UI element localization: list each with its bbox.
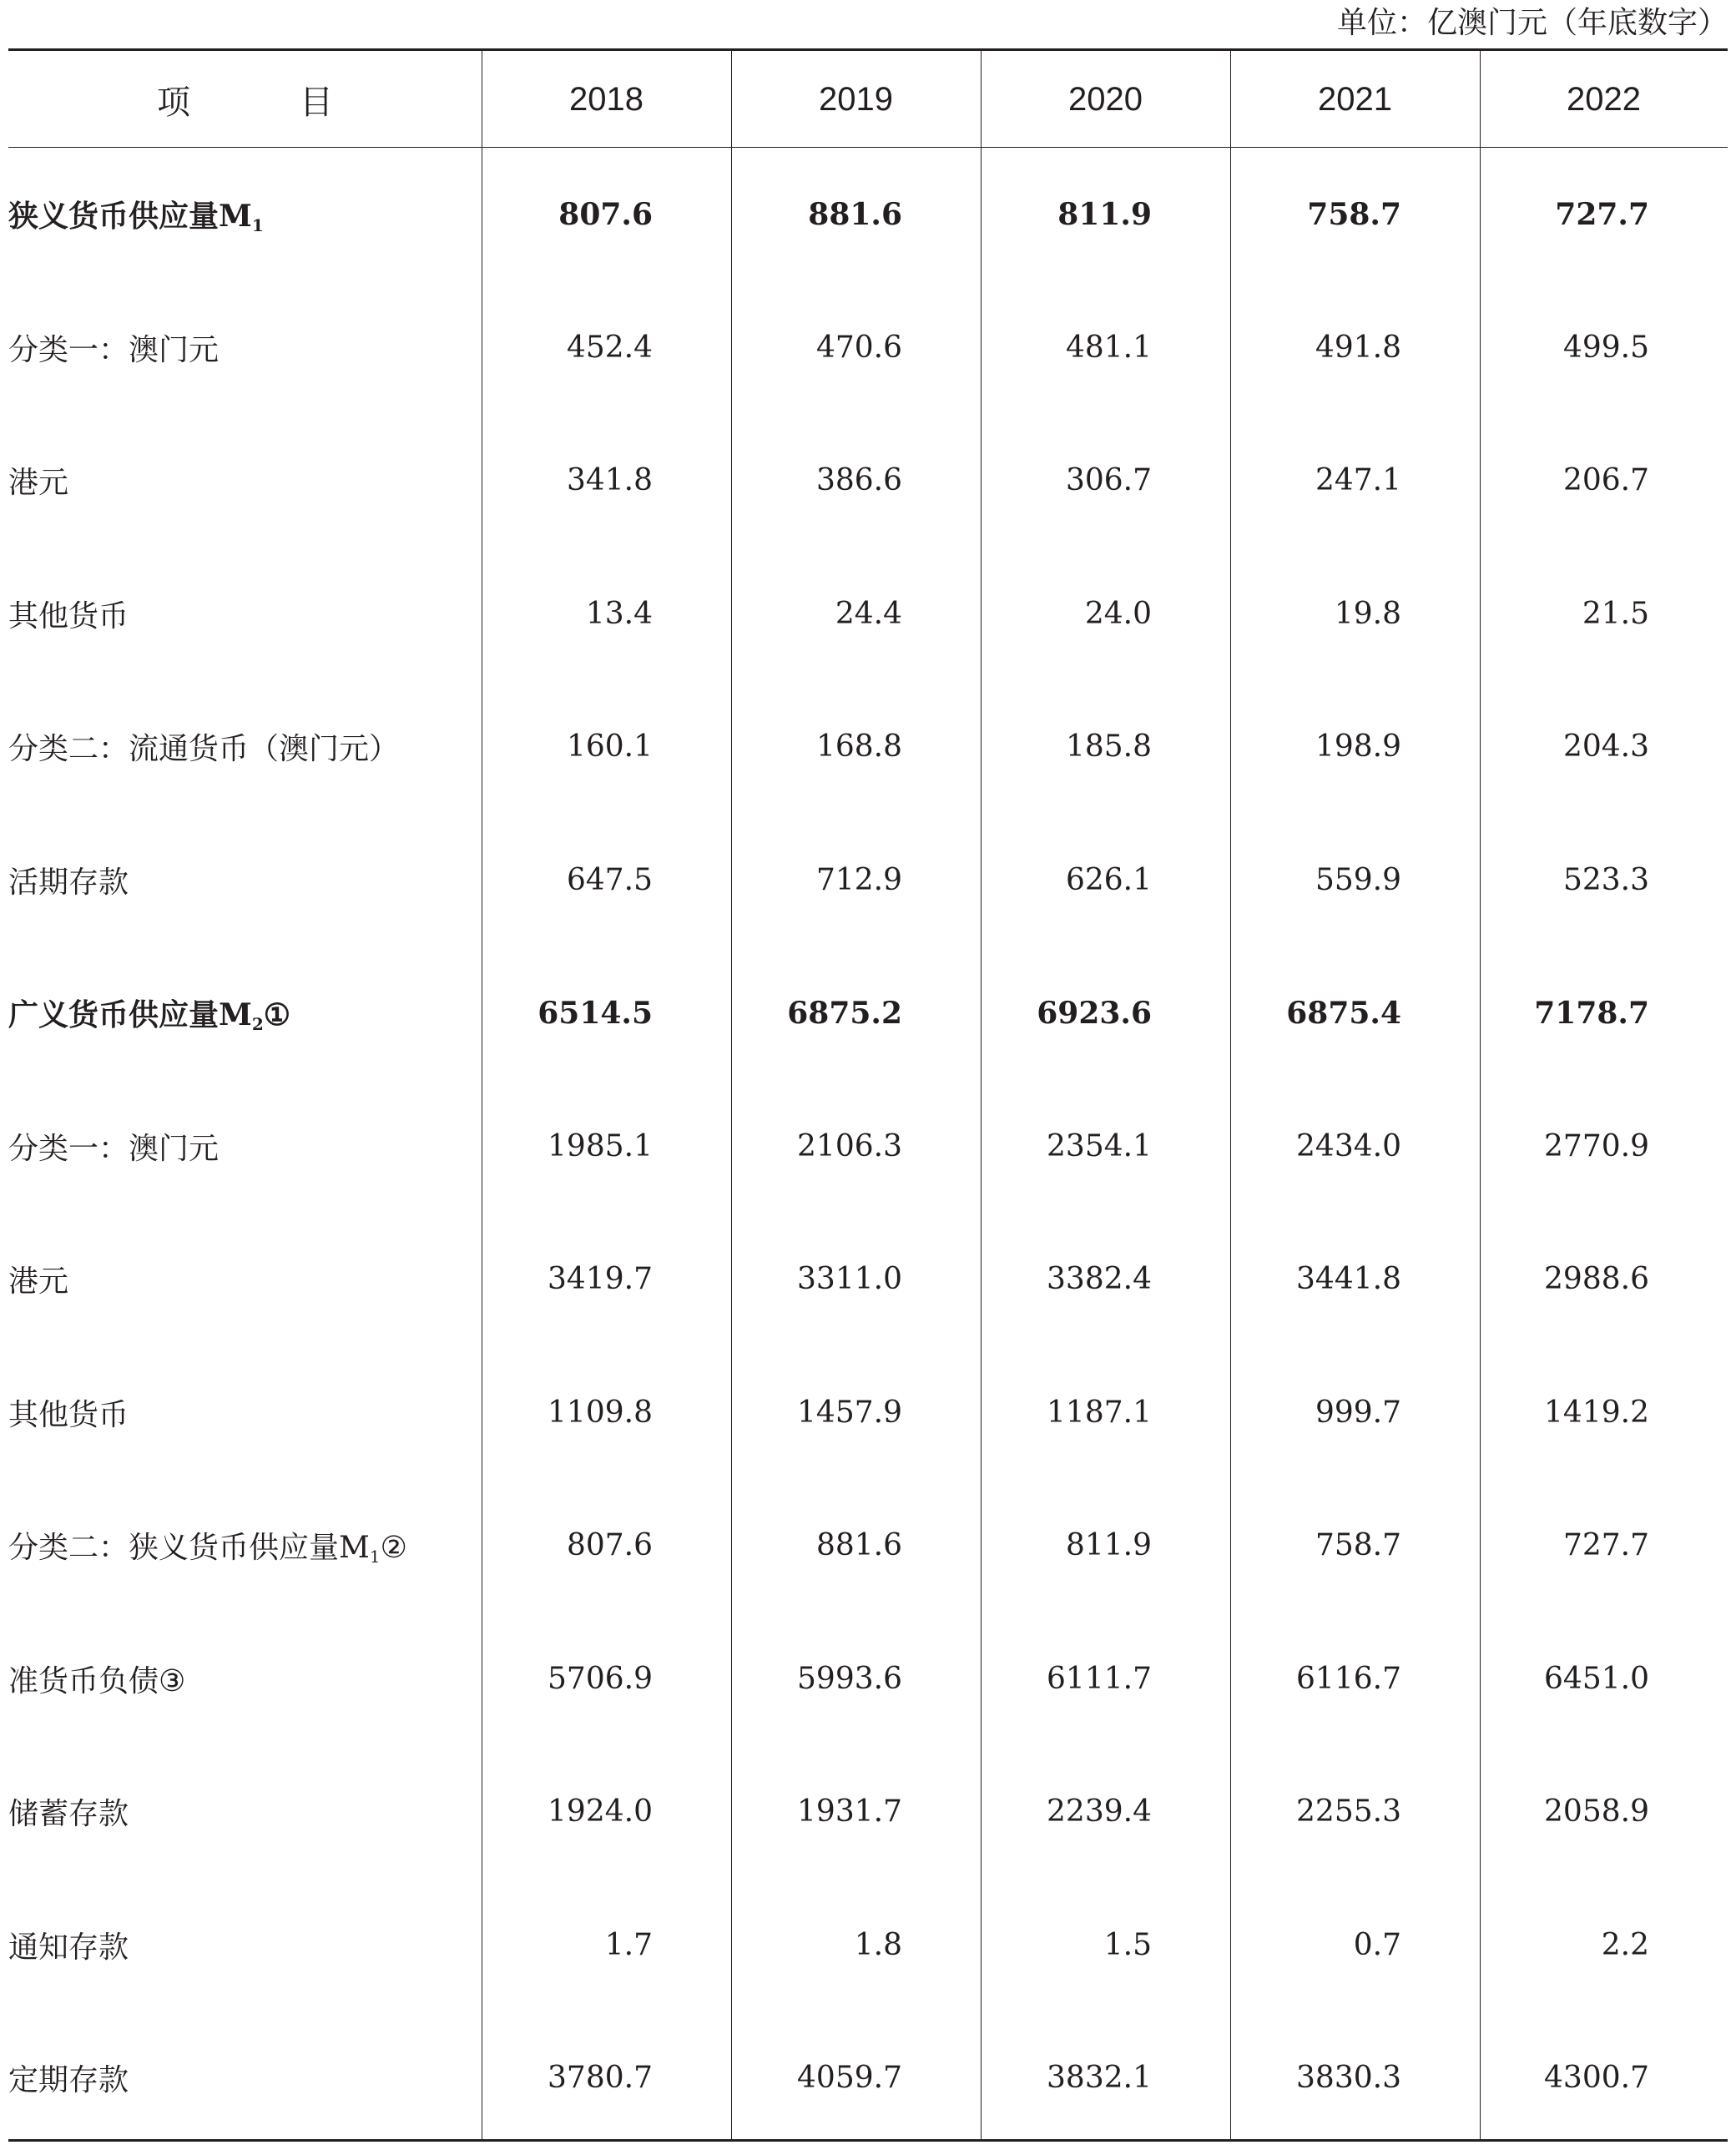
row-label: 流通货币（澳门元） [129, 732, 400, 767]
value-cell: 3311.0 [797, 1262, 902, 1297]
value-cell: 2239.4 [1047, 1794, 1152, 1830]
value-cell: 0.7 [1353, 1927, 1401, 1962]
row-label: 狭义货币供应量M [8, 199, 252, 235]
value-cell: 2354.1 [1047, 1128, 1152, 1163]
value-cell: 1931.7 [797, 1794, 902, 1830]
value-cell: 4300.7 [1544, 2061, 1649, 2096]
table-row [8, 1745, 1728, 1879]
row-label: 通知存款 [8, 1930, 129, 1965]
table-row [8, 1479, 1728, 1612]
value-cell: 481.1 [1065, 330, 1152, 365]
row-label-cell [8, 814, 482, 947]
row-label: 其他货币 [8, 1397, 129, 1432]
value-cell: 3780.7 [548, 2061, 653, 2096]
value-cell: 6451.0 [1544, 1661, 1649, 1696]
value-cell: 6875.4 [1286, 995, 1401, 1031]
value-cell: 758.7 [1307, 196, 1401, 232]
table-row [8, 1879, 1728, 2012]
value-cell: 24.0 [1084, 596, 1152, 631]
row-label: 准货币负债 [8, 1663, 159, 1698]
value-cell: 306.7 [1065, 463, 1152, 498]
row-label-cell [8, 1879, 482, 2012]
year-column-header: 2020 [1068, 80, 1143, 118]
value-cell: 499.5 [1562, 330, 1649, 365]
value-cell: 5706.9 [548, 1661, 653, 1696]
value-cell: 807.6 [566, 1528, 653, 1563]
year-column-header: 2022 [1567, 80, 1641, 118]
value-cell: 1419.2 [1544, 1395, 1649, 1430]
row-label: 广义货币供应量M [8, 997, 252, 1033]
category-prefix: 分类一： [8, 332, 129, 367]
value-cell: 3832.1 [1047, 2061, 1152, 2096]
footnote-mark: ② [380, 1531, 407, 1566]
item-column-header: 项 目 [156, 83, 384, 121]
row-label-cell [8, 414, 482, 548]
value-cell: 3441.8 [1296, 1262, 1401, 1297]
header-row [8, 51, 1728, 148]
value-cell: 341.8 [566, 463, 653, 498]
row-label-cell [8, 1479, 482, 1612]
value-cell: 2.2 [1601, 1927, 1649, 1962]
value-cell: 523.3 [1562, 862, 1649, 897]
table-row [8, 946, 1728, 1080]
value-cell: 198.9 [1315, 729, 1401, 765]
row-label-cell [8, 148, 482, 281]
value-cell: 24.4 [835, 596, 902, 631]
money-supply-table [8, 51, 1728, 2145]
table-row [8, 414, 1728, 548]
value-cell: 811.9 [1065, 1528, 1152, 1563]
value-cell: 1.8 [854, 1927, 902, 1962]
value-cell: 6111.7 [1047, 1661, 1152, 1696]
value-cell: 452.4 [566, 330, 653, 365]
value-cell: 1985.1 [548, 1128, 653, 1163]
row-label: 定期存款 [8, 2063, 129, 2098]
value-cell: 626.1 [1065, 862, 1152, 897]
value-cell: 247.1 [1315, 463, 1401, 498]
row-label: 储蓄存款 [8, 1797, 129, 1832]
row-label-cell [8, 2011, 482, 2145]
value-cell: 2255.3 [1296, 1794, 1401, 1830]
value-cell: 727.7 [1562, 1528, 1649, 1563]
value-cell: 6116.7 [1296, 1661, 1401, 1696]
table-row [8, 1612, 1728, 1746]
value-cell: 6514.5 [537, 995, 653, 1031]
value-cell: 1187.1 [1047, 1395, 1152, 1430]
row-label: 狭义货币供应量M [129, 1531, 370, 1566]
value-cell: 647.5 [566, 862, 653, 897]
value-cell: 2770.9 [1544, 1128, 1649, 1163]
row-label-cell [8, 548, 482, 681]
value-cell: 807.6 [558, 196, 653, 232]
table-row [8, 680, 1728, 814]
value-cell: 758.7 [1315, 1528, 1401, 1563]
category-prefix: 分类一： [8, 1131, 129, 1166]
value-cell: 2988.6 [1544, 1262, 1649, 1297]
value-cell: 206.7 [1562, 463, 1649, 498]
value-cell: 491.8 [1315, 330, 1401, 365]
subscript: 2 [251, 1014, 264, 1035]
table-row [8, 148, 1728, 281]
table-row [8, 1080, 1728, 1214]
row-label-cell [8, 680, 482, 814]
value-cell: 3382.4 [1047, 1262, 1152, 1297]
value-cell: 7178.7 [1534, 995, 1649, 1031]
row-label-cell [8, 281, 482, 415]
value-cell: 185.8 [1065, 729, 1152, 765]
row-label-cell [8, 1612, 482, 1746]
subscript: 1 [251, 215, 264, 236]
year-column-header: 2019 [819, 80, 893, 118]
value-cell: 160.1 [566, 729, 653, 765]
table-row [8, 548, 1728, 681]
value-cell: 1109.8 [548, 1395, 653, 1430]
value-cell: 2434.0 [1296, 1128, 1401, 1163]
value-cell: 1924.0 [548, 1794, 653, 1830]
value-cell: 727.7 [1555, 196, 1649, 232]
value-cell: 470.6 [815, 330, 902, 365]
value-cell: 19.8 [1334, 596, 1401, 631]
row-label: 港元 [8, 1264, 69, 1300]
category-prefix: 分类二： [8, 732, 129, 767]
subscript: 1 [369, 1547, 381, 1567]
value-cell: 204.3 [1562, 729, 1649, 765]
value-cell: 5993.6 [797, 1661, 902, 1696]
unit-label: 单位：亿澳门元（年底数字） [1336, 6, 1728, 40]
value-cell: 1457.9 [797, 1395, 902, 1430]
row-label-cell [8, 1080, 482, 1214]
table-row [8, 2011, 1728, 2145]
table-row [8, 1213, 1728, 1346]
year-column-header: 2021 [1318, 80, 1392, 118]
value-cell: 881.6 [815, 1528, 902, 1563]
table-body [8, 148, 1728, 2145]
value-cell: 712.9 [815, 862, 902, 897]
value-cell: 4059.7 [797, 2061, 902, 2096]
footnote-mark: ① [263, 997, 291, 1033]
year-column-header: 2018 [569, 80, 643, 118]
value-cell: 999.7 [1315, 1395, 1401, 1430]
value-cell: 1.5 [1103, 1927, 1152, 1962]
row-label: 活期存款 [8, 865, 129, 900]
value-cell: 2058.9 [1544, 1794, 1649, 1830]
value-cell: 13.4 [585, 596, 653, 631]
value-cell: 2106.3 [797, 1128, 902, 1163]
value-cell: 6875.2 [787, 995, 902, 1031]
value-cell: 6923.6 [1037, 995, 1152, 1031]
value-cell: 21.5 [1582, 596, 1649, 631]
row-label-cell [8, 946, 482, 1080]
row-label-cell [8, 1346, 482, 1480]
row-label: 澳门元 [129, 1131, 220, 1166]
table-row [8, 281, 1728, 415]
row-label-cell [8, 1213, 482, 1346]
footnote-mark: ③ [159, 1663, 186, 1698]
value-cell: 386.6 [815, 463, 902, 498]
table-row [8, 1346, 1728, 1480]
value-cell: 811.9 [1057, 196, 1152, 232]
row-label: 澳门元 [129, 332, 220, 367]
category-prefix: 分类二： [8, 1531, 129, 1566]
row-label: 其他货币 [8, 598, 129, 633]
row-label-cell [8, 1745, 482, 1879]
value-cell: 3419.7 [548, 1262, 653, 1297]
table-row [8, 814, 1728, 947]
value-cell: 3830.3 [1296, 2061, 1401, 2096]
row-label: 港元 [8, 466, 69, 501]
value-cell: 168.8 [815, 729, 902, 765]
value-cell: 881.6 [808, 196, 902, 232]
value-cell: 559.9 [1315, 862, 1401, 897]
value-cell: 1.7 [604, 1927, 653, 1962]
